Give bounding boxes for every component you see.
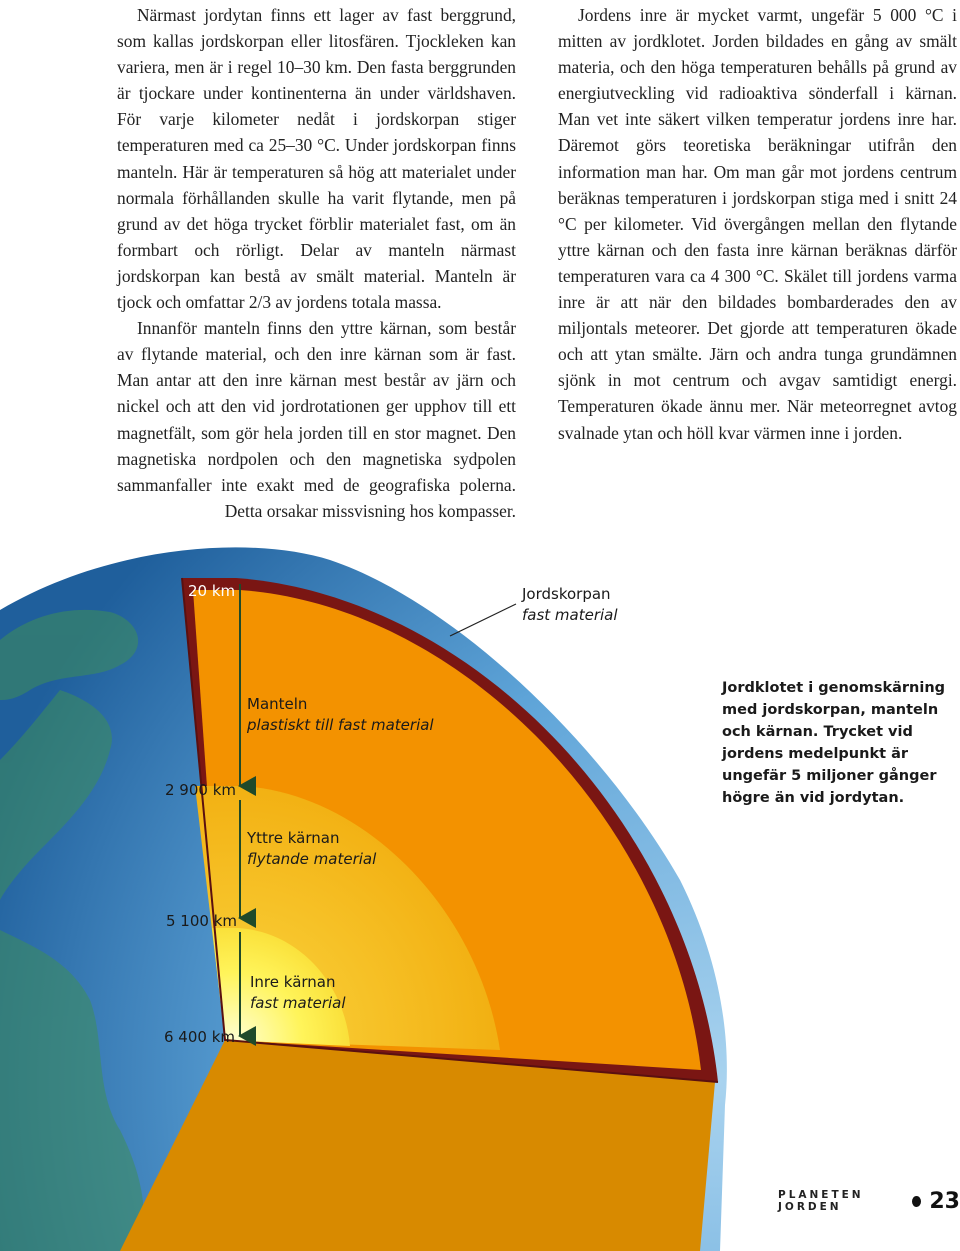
depth-label-2900km: 2 900 km <box>165 781 237 799</box>
mantle-label-name: Manteln <box>247 695 308 713</box>
running-title: PLANETEN JORDEN <box>778 1189 864 1213</box>
paragraph: Jordens inre är mycket varmt, ungefär 5 000 °C i mitten av jordklotet. Jorden bildades en gång av smält materia, och den höga temperaturen behålls på grund av energiutveckling vid radioaktiva sönderfall i kärnan. Man vet inte säkert vilken temperatur jordens inre har. Däremot görs teoretiska beräkningar utifrån den information man har. Om man går mot jordens centrum beräknas temperaturen i jordskorpan stiga med i snitt 24 °C per kilometer. Vid övergången mellan den flytande yttre kärnan och den fasta inre kärnan beräknas därför temperaturen vara ca 4 300 °C. Skälet till jordens varma inre är att när den bildades bombarderades den av miljontals meteorer. Det gjorde att temperaturen ökade och att ytan smälte. Järn och andra tunga grundämnen sjönk in mot centrum och avgav samtidigt energi. Temperaturen ökade ännu mer. När meteorregnet avtog svalnade ytan och höll kvar värmen inne i jorden. <box>558 5 957 443</box>
body-text-right-column <box>558 2 957 446</box>
crust-label-material: fast material <box>522 606 618 624</box>
page-number: 23 <box>929 1188 960 1214</box>
outer-core-label <box>247 828 376 870</box>
inner-core-label-material: fast material <box>250 994 346 1012</box>
page-footer <box>778 1186 960 1216</box>
mantle-label <box>247 694 434 736</box>
crust-label <box>522 584 618 626</box>
inner-core-label-name: Inre kärnan <box>250 973 336 991</box>
bullet-dot-icon <box>912 1196 921 1207</box>
depth-label-6400km: 6 400 km <box>164 1028 236 1046</box>
outer-core-label-material: flytande material <box>247 850 377 868</box>
depth-label-5100km: 5 100 km <box>166 912 238 930</box>
crust-leader-line <box>450 604 516 636</box>
paragraph: Innanför manteln finns den yttre kärnan, som består av flytande material, och den inre kärnan som är fast. Man antar att den inre kärnan mest består av järn och nickel och att den vid jordrotationen ger upphov till ett magnetfält, som gör hela jorden till en stor magnet. Den magnetiska nordpolen och den magnetiska sydpolen sammanfaller inte exakt med de geografiska polerna. Detta orsakar missvisning hos kompasser. <box>117 318 516 521</box>
inner-core-label <box>250 972 346 1014</box>
paragraph: Närmast jordytan finns ett lager av fast berggrund, som kallas jordskorpan eller litosfären. Tjockleken kan variera, men är i regel 10–30 km. Den fasta berggrunden är tjockare under kontinenterna än under världshaven. För varje kilometer nedåt i jordskorpan stiger temperaturen med ca 25–30 °C. Under jordskorpan finns manteln. Här är temperaturen så hög att materialet under normala förhållanden skulle ha varit flytande, men på grund av det höga trycket förblir materialet fast, om än formbart och rörligt. Delar av manteln närmast jordskorpan kan bestå av smält material. Manteln är tjock och omfattar 2/3 av jordens totala massa. <box>117 5 516 313</box>
outer-core-label-name: Yttre kärnan <box>247 829 340 847</box>
depth-label-20km: 20 km <box>188 582 236 600</box>
crust-label-name: Jordskorpan <box>522 585 611 603</box>
mantle-label-material: plastiskt till fast material <box>247 716 434 734</box>
figure-caption: Jordklotet i genomskärning med jordskorpan, manteln och kärnan. Trycket vid jordens medelpunkt är ungefär 5 miljoner gånger högre än vid jordytan. <box>722 680 946 806</box>
body-text-left-column <box>117 2 516 524</box>
